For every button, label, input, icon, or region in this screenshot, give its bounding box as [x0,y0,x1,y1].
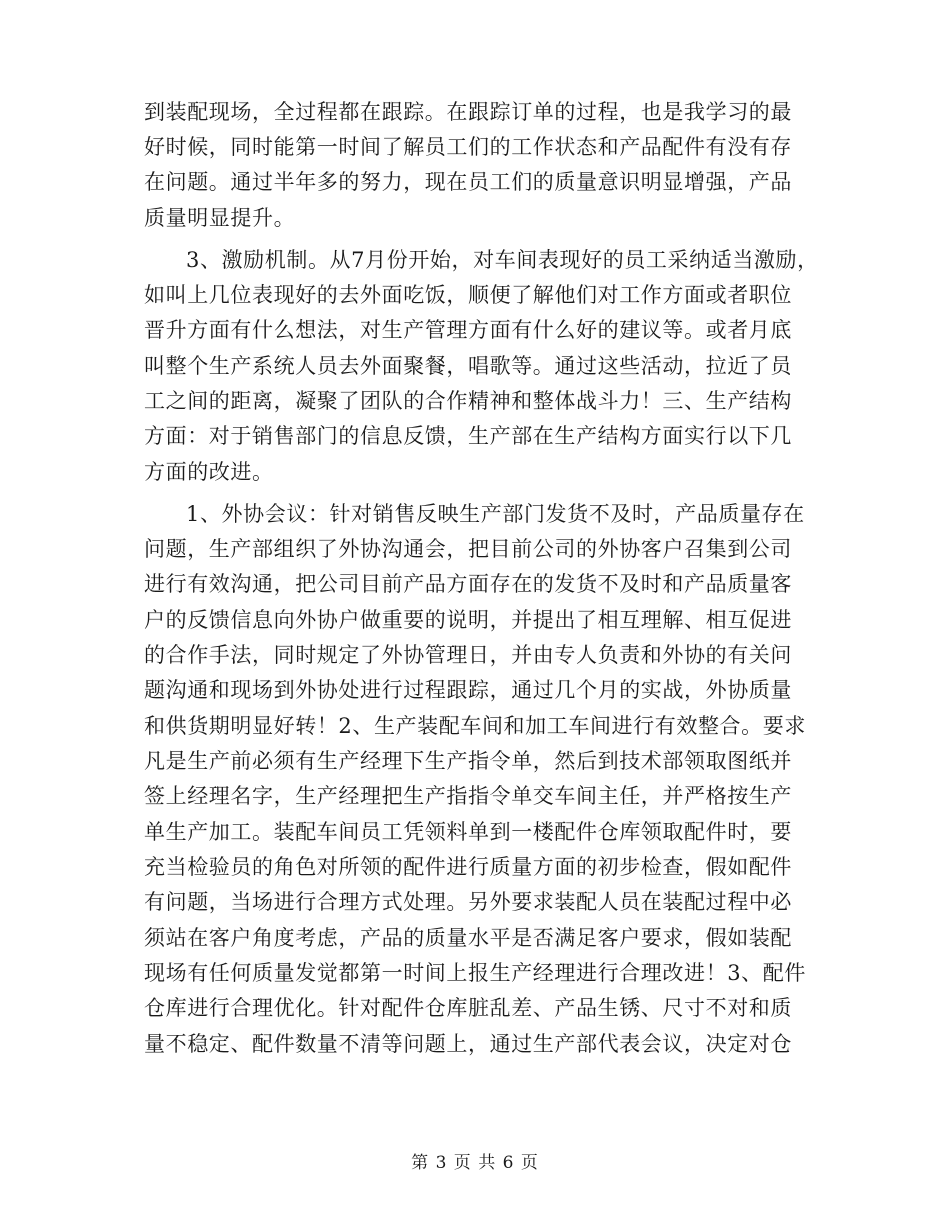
paragraph-line: 凡是生产前必须有生产经理下生产指令单，然后到技术部领取图纸并 [144,749,792,773]
paragraph-line: 晋升方面有什么想法，对生产管理方面有什么好的建议等。或者月底 [144,318,792,342]
paragraph-line: 到装配现场，全过程都在跟踪。在跟踪订单的过程，也是我学习的最 [144,100,792,124]
paragraph-line: 充当检验员的角色对所领的配件进行质量方面的初步检查，假如配件 [144,855,792,879]
paragraph-line: 户的反馈信息向外协户做重要的说明，并提出了相互理解、相互促进 [144,608,792,632]
paragraph-line: 叫整个生产系统人员去外面聚餐，唱歌等。通过这些活动，拉近了员 [144,354,792,378]
paragraph-line: 如叫上几位表现好的去外面吃饭，顺便了解他们对工作方面或者职位 [144,283,792,307]
paragraph-line: 工之间的距离，凝聚了团队的合作精神和整体战斗力！三、生产结构 [144,389,792,413]
paragraph-line: 有问题，当场进行合理方式处理。另外要求装配人员在装配过程中必 [144,890,792,914]
paragraph-line: 和供货期明显好转！2、生产装配车间和加工车间进行有效整合。要求 [144,714,806,738]
paragraph-line: 现场有任何质量发觉都第一时间上报生产经理进行合理改进！3、配件 [144,961,806,985]
paragraph-line: 须站在客户角度考虑，产品的质量水平是否满足客户要求，假如装配 [144,926,792,950]
paragraph-line: 方面：对于销售部门的信息反馈，生产部在生产结构方面实行以下几 [144,424,792,448]
paragraph-line: 问题，生产部组织了外协沟通会，把目前公司的外协客户召集到公司 [144,537,792,561]
page-number-footer: 第 3 页 共 6 页 [411,1153,539,1173]
paragraph-line: 1、外协会议：针对销售反映生产部门发货不及时，产品质量存在 [186,502,805,526]
paragraph-line: 签上经理名字，生产经理把生产指指令单交车间主任，并严格按生产 [144,784,792,808]
paragraph-line: 3、激励机制。从7月份开始，对车间表现好的员工采纳适当激励， [186,248,819,272]
paragraph-line: 题沟通和现场到外协处进行过程跟踪，通过几个月的实战，外协质量 [144,678,792,702]
paragraph-line: 仓库进行合理优化。针对配件仓库脏乱差、产品生锈、尺寸不对和质 [144,996,792,1020]
paragraph-line: 量不稳定、配件数量不清等问题上，通过生产部代表会议，决定对仓 [144,1032,792,1056]
paragraph-line: 单生产加工。装配车间员工凭领料单到一楼配件仓库领取配件时，要 [144,820,792,844]
paragraph-line: 的合作手法，同时规定了外协管理日，并由专人负责和外协的有关问 [144,643,792,667]
paragraph-line: 质量明显提升。 [144,206,296,230]
paragraph-line: 进行有效沟通，把公司目前产品方面存在的发货不及时和产品质量客 [144,572,792,596]
paragraph-line: 好时候，同时能第一时间了解员工们的工作状态和产品配件有没有存 [144,135,792,159]
paragraph-line: 方面的改进。 [144,460,274,484]
paragraph-line: 在问题。通过半年多的努力，现在员工们的质量意识明显增强，产品 [144,170,792,194]
